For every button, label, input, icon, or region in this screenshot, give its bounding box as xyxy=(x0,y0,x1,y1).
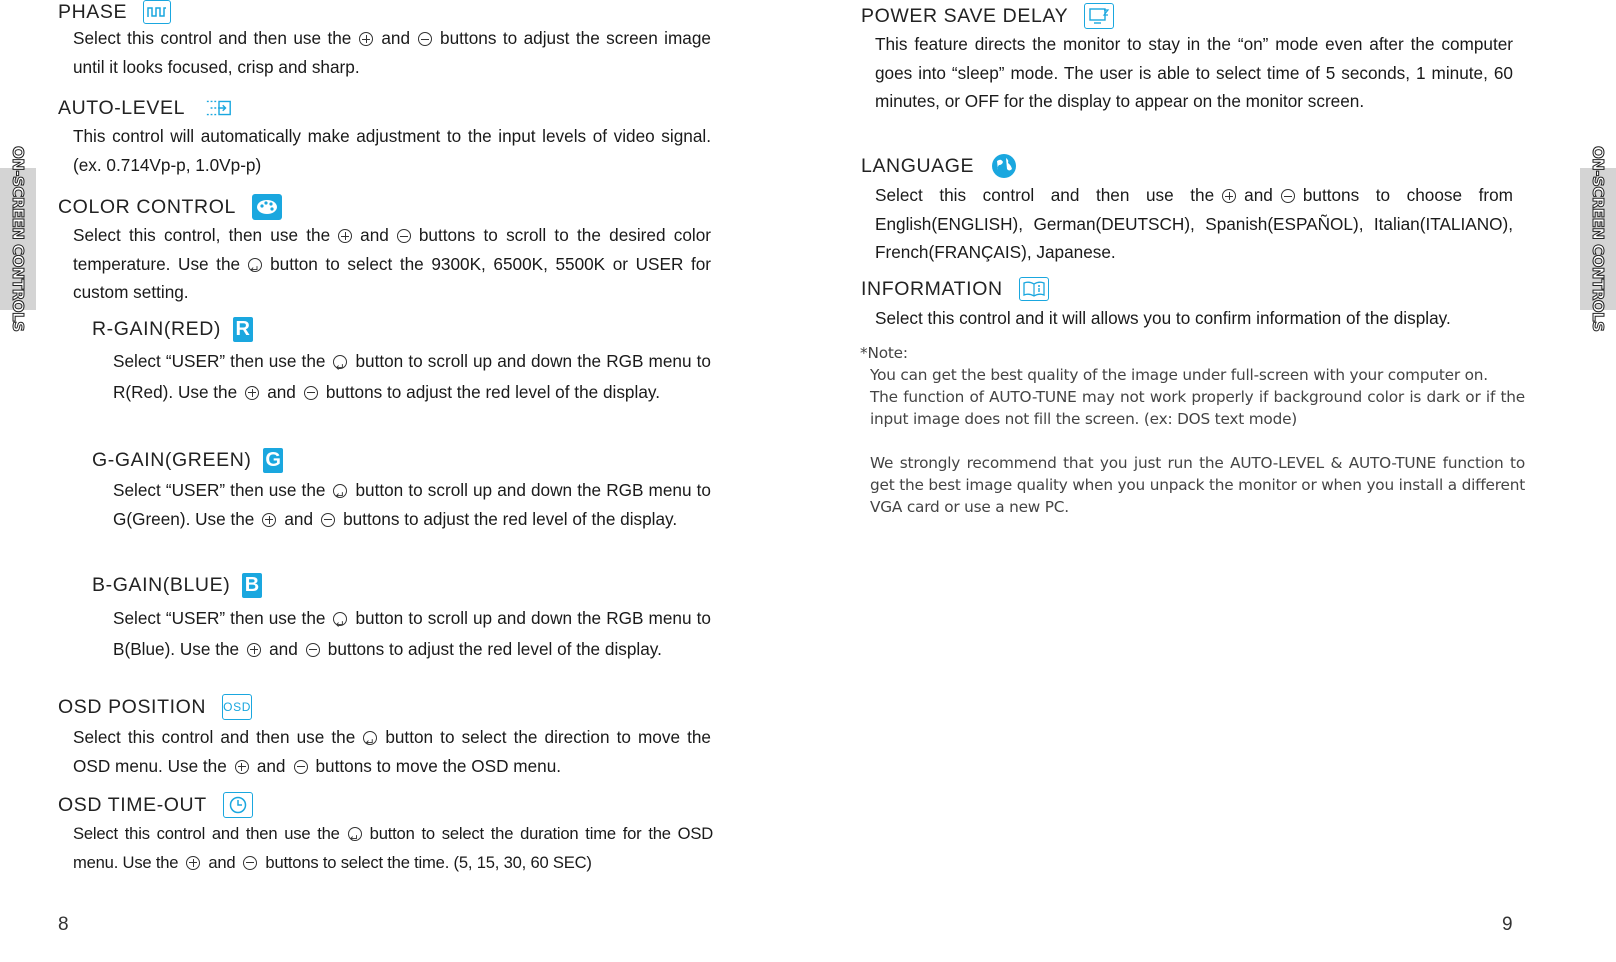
plus-button-icon xyxy=(247,643,261,657)
minus-button-icon xyxy=(243,856,257,870)
enter-button-icon xyxy=(333,612,347,626)
minus-button-icon xyxy=(321,513,335,527)
info-book-icon xyxy=(1019,277,1049,301)
note-line-2: The function of AUTO-TUNE may not work properly if background color is dark or if the input image does not fill the screen. (ex: DOS text mode) xyxy=(870,388,1525,428)
minus-button-icon xyxy=(418,32,432,46)
note-line-3: We strongly recommend that you just run the AUTO-LEVEL & AUTO-TUNE function to get the best image quality when you unpack the monitor or when you install a different VGA card or use a new PC. xyxy=(870,454,1525,516)
page-number-right: 9 xyxy=(1502,914,1513,935)
power-save-heading: POWER SAVE DELAY xyxy=(861,3,1114,29)
b-gain-description: Select “USER” then use the↵ button to scroll up and down the RGB menu to B(Blue). Use the and buttons to adjust the red level of the display. xyxy=(113,603,711,664)
note-block xyxy=(860,342,1525,518)
g-gain-description: Select “USER” then use the↵ button to scroll up and down the RGB menu to G(Green). Use the and buttons to adjust the red level of the display. xyxy=(113,476,711,533)
globe-icon xyxy=(990,154,1018,178)
phase-description: Select this control and then use the and buttons to adjust the screen image until it looks focused, crisp and sharp. xyxy=(73,28,711,77)
minus-button-icon xyxy=(306,643,320,657)
r-gain-description: Select “USER” then use the↵ button to scroll up and down the RGB menu to R(Red). Use the and buttons to adjust the red level of the display. xyxy=(113,346,711,407)
minus-button-icon xyxy=(1281,189,1295,203)
auto-level-icon xyxy=(205,96,233,120)
plus-button-icon xyxy=(262,513,276,527)
information-heading: INFORMATION xyxy=(861,277,1049,301)
osd-timeout-description: Select this control and then use the↵ button to select the duration time for the OSD menu. Use the and buttons to select the time. (5, 15, 30, 60 SEC) xyxy=(73,820,713,877)
enter-button-icon xyxy=(348,827,362,841)
enter-button-icon xyxy=(333,355,347,369)
enter-button-icon xyxy=(333,484,347,498)
note-label: *Note: xyxy=(860,344,908,362)
power-save-description: This feature directs the monitor to stay in the “on” mode even after the computer goes into “sleep” mode. The user is able to select time of 5 seconds, 1 minute, 60 minutes, or OFF for the display to appear on the monitor screen. xyxy=(875,34,1513,111)
osd-icon: OSD xyxy=(222,694,252,720)
plus-button-icon xyxy=(1222,189,1236,203)
color-control-heading: COLOR CONTROL xyxy=(58,194,282,220)
plus-button-icon xyxy=(235,760,249,774)
phase-heading: PHASE xyxy=(58,0,171,24)
plus-button-icon xyxy=(245,386,259,400)
auto-level-description: This control will automatically make adjustment to the input levels of video signal.(ex. 0.714Vp-p, 1.0Vp-p) xyxy=(73,126,711,175)
clock-icon xyxy=(223,792,253,818)
monitor-sleep-icon xyxy=(1084,3,1114,29)
r-gain-heading: R-GAIN(RED) R xyxy=(92,317,253,342)
auto-level-heading: AUTO-LEVEL xyxy=(58,96,233,120)
enter-button-icon xyxy=(248,258,262,272)
color-control-description: Select this control, then use the and buttons to scroll to the desired color temperature. Use the↵ button to select the 9300K, 6500K, 5500K or USER for custom setting. xyxy=(73,221,711,307)
information-description: Select this control and it will allows you to confirm information of the display. xyxy=(875,308,1451,328)
side-tab-left: ON-SCREEN CONTROLS xyxy=(0,168,36,310)
osd-position-heading: OSD POSITION OSD xyxy=(58,694,252,720)
osd-position-description: Select this control and then use the↵ button to select the direction to move the OSD menu. Use the and buttons to move the OSD menu. xyxy=(73,723,711,780)
minus-button-icon xyxy=(304,386,318,400)
page-number-left: 8 xyxy=(58,914,69,935)
red-letter-icon: R xyxy=(233,317,253,342)
palette-icon xyxy=(252,194,282,220)
language-description: Select this control and then use the and buttons to choose from English(ENGLISH), German(DEUTSCH), Spanish(ESPAÑOL), Italian(ITALIANO), French(FRANÇAIS), Japanese. xyxy=(875,185,1513,262)
green-letter-icon: G xyxy=(265,449,282,471)
osd-timeout-heading: OSD TIME-OUT xyxy=(58,792,253,818)
plus-button-icon xyxy=(359,32,373,46)
plus-button-icon xyxy=(186,856,200,870)
enter-button-icon xyxy=(363,731,377,745)
minus-button-icon xyxy=(294,760,308,774)
phase-wave-icon xyxy=(143,0,171,24)
g-gain-heading: G-GAIN(GREEN) G xyxy=(92,449,282,471)
blue-letter-icon: B xyxy=(242,573,262,598)
minus-button-icon xyxy=(397,229,411,243)
b-gain-heading: B-GAIN(BLUE) B xyxy=(92,573,262,598)
plus-button-icon xyxy=(338,229,352,243)
note-line-1: You can get the best quality of the image under full-screen with your computer on. xyxy=(870,366,1488,384)
side-tab-right: ON-SCREEN CONTROLS xyxy=(1580,168,1616,310)
language-heading: LANGUAGE xyxy=(861,154,1018,178)
